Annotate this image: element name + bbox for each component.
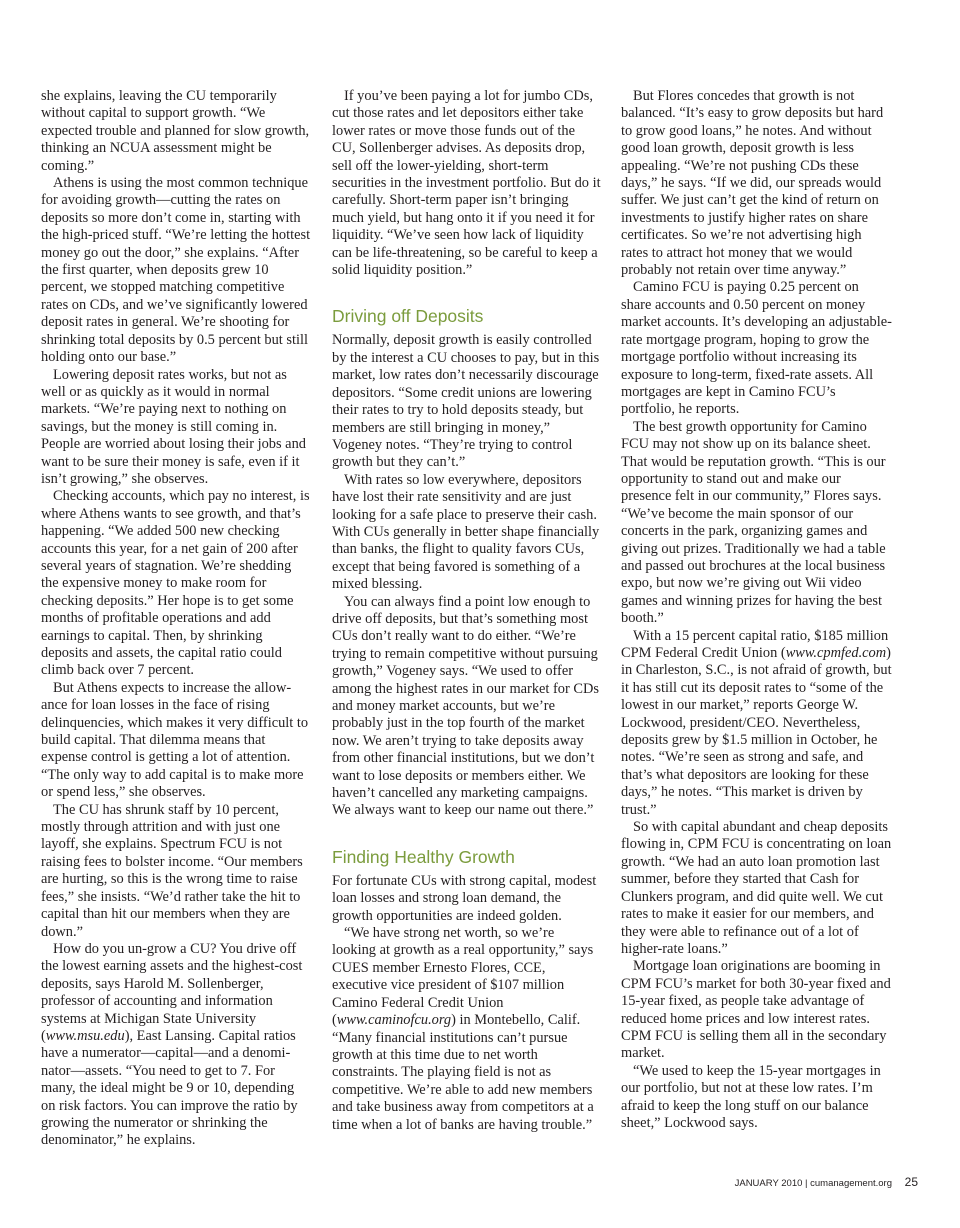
- paragraph-text: ), East Lansing. Capital ratios have a numerator—capital—and a denominator—assets. “You need to get to 7. For many, the ideal might be 9 or 10, depending on risk factors. You can improve the ratio by growing the numerator or shrinking the denominator,” he explains.: [41, 1027, 298, 1149]
- page-footer: [600, 1175, 918, 1189]
- paragraph: Normally, deposit growth is easily controlled by the interest a CU chooses to pay, but in this market, low rates don’t necessarily discourage depositors. “Some credit unions are lowering their rates to try to hold deposits steady, but members are still bringing in money,” Vogeney notes. “They’re trying to control growth but they can’t.”: [332, 332, 600, 471]
- paragraph-text: ) in Montebello, Calif. “Many financial institutions can’t pursue growth at this time due to net worth constraints. The playing field is not as competitive. We’re able to add new members and take business away from competitors at a time when a lot of banks are having trouble.”: [332, 1012, 594, 1133]
- article-column-3: [621, 88, 892, 1132]
- paragraph: But Athens expects to increase the allowance for loan losses in the face of rising delinquencies, which makes it very difficult to build capital. That dilemma means that expense control is getting a lot of attention. “The only way to add capital is to make more or spend less,” she observes.: [41, 679, 309, 801]
- paragraph: Lowering deposit rates works, but not as well or as quickly as it would in normal markets. “We’re paying next to nothing on savings, but the money is still coming in. People are worried about losing their jobs and want to be sure their money is safe, even if it isn’t growing,” she observes.: [41, 366, 306, 487]
- url-text: www.msu.edu: [45, 1027, 125, 1044]
- paragraph: Checking accounts, which pay no interest, is where Athens wants to see growth, and that’s happening. “We added 500 new checking accounts this year, for a net gain of 200 after several years of stagnation. We’re shedding the expensive money to make room for checking deposits.” Her hope is to get some months of profitable operations and add earnings to capital. Then, by shrinking deposits and assets, the capital ratio could climb back over 7 percent.: [41, 488, 310, 679]
- paragraph: With rates so low everywhere, depositors have lost their rate sensitivity and are just looking for a safe place to preserve their cash. With CUs generally in better shape financially than banks, the flight to quality favors CUs, except that being favored is something of a mixed blessing.: [332, 471, 600, 593]
- article-column-2: [332, 88, 601, 1134]
- paragraph: Mortgage loan originations are booming in CPM FCU’s market for both 30-year fixed and 15-year fixed, as people take advantage of reduced home prices and low interest rates. CPM FCU is selling them all in the secondary market.: [621, 958, 891, 1062]
- paragraph: she explains, leaving the CU temporarily without capital to support growth. “We expected trouble and planned for slow growth, thinking an NCUA assessment might be coming.”: [41, 88, 310, 174]
- paragraph: If you’ve been paying a lot for jumbo CDs, cut those rates and let depositors either take lower rates or move those funds out of the CU, Sollenberger advises. As deposits drop, sell off the lower-yielding, short-term securities in the investment portfolio. But do it carefully. Short-term paper isn’t bringing much yield, but hang onto it if you need it for liquidity. “We’ve seen how lack of liquidity can be life-threatening, so be careful to keep a solid liquidity position.”: [332, 88, 601, 279]
- section-heading: Driving off Deposits: [332, 306, 484, 327]
- footer-separator: |: [805, 1178, 808, 1189]
- paragraph: [332, 925, 601, 1134]
- url-text: www.cpmfed.com: [785, 645, 887, 661]
- paragraph-text: “We have strong net worth, so we’re looking at growth as a real opportunity,” says CUES member Ernesto Flores, CCE, executive vice president of $107 million Camino Federal Credit Union (: [332, 925, 594, 1029]
- paragraph: But Flores concedes that growth is not balanced. “It’s easy to grow deposits but hard to grow good loans,” he notes. And without good loan growth, deposit growth is less appealing. “We’re not pushing CDs these days,” he says. “If we did, our spreads would suffer. We just can’t get the kind of return on investments to justify higher rates on share certificates. So we’re not advertising high rates to attract hot money that we would probably not retain over time anyway.”: [621, 88, 884, 279]
- page-number: 25: [904, 1175, 918, 1189]
- paragraph: Camino FCU is paying 0.25 percent on share accounts and 0.50 percent on money market accounts. It’s developing an adjustable-rate mortgage program, hoping to grow the mortgage portfolio without increasing its exposure to long-term, fixed-rate assets. All mortgages are kept in Camino FCU’s portfolio, he reports.: [621, 279, 892, 418]
- paragraph: “We used to keep the 15-year mortgages in our portfolio, but not at these low rates. I’m afraid to keep the long stuff on our balance sheet,” Lockwood says.: [621, 1062, 881, 1131]
- paragraph: So with capital abundant and cheap deposits flowing in, CPM FCU is concentrating on loan growth. “We had an auto loan promotion last summer, before they started that Cash for Clunkers program, and did quite well. We cut rates to make it easier for our members, and they were able to refinance out of a lot of higher-rate loans.”: [621, 819, 892, 957]
- paragraph: [621, 628, 892, 819]
- paragraph: [41, 941, 312, 1150]
- paragraph: For fortunate CUs with strong capital, modest loan losses and strong loan demand, the growth opportunities are indeed golden.: [332, 872, 597, 924]
- url-text: www.caminofcu.org: [336, 1012, 452, 1029]
- paragraph-text: How do you un-grow a CU? You drive off the lowest earning assets and the highest-cost deposits, says Harold M. Sollenberger, professor of accounting and information systems at Michigan State University (: [41, 940, 303, 1044]
- section-heading: Finding Healthy Growth: [332, 846, 515, 867]
- footer-issue-date: JANUARY 2010: [734, 1178, 803, 1189]
- paragraph: Athens is using the most common technique for avoiding growth—cutting the rates on deposits so more don’t come in, starting with the high-priced stuff. “We’re letting the hottest money go out the door,” she explains. “After the first quarter, when deposits grew 10 percent, we stopped matching competitive rates on CDs, and we’ve significantly lowered deposit rates in general. We’re shooting for shrinking total deposits by 0.5 percent but still holding onto our base.”: [41, 175, 311, 366]
- article-column-1: [41, 88, 312, 1150]
- paragraph: You can always find a point low enough to drive off deposits, but that’s something most CUs don’t really want to do either. “We’re trying to remain competitive without pursuing growth,” Vogeney says. “We used to offer among the highest rates in our market for CDs and money market accounts, but we’re probably just in the top fourth of the market now. We aren’t trying to take deposits away from other financial institutions, but we don’t want to lose deposits or members either. We haven’t cancelled any marketing campaigns. We always want to keep our name out there.”: [332, 593, 599, 819]
- footer-site: cumanagement.org: [810, 1178, 892, 1189]
- paragraph: The best growth opportunity for Camino FCU may not show up on its balance sheet. That would be reputation growth. “This is our opportunity to stand out and make our presence felt in our community,” Flores says. “We’ve become the main sponsor of our concerts in the park, organizing games and giving out prizes. Traditionally we had a table and passed out brochures at the local business expo, but now we’re giving out Wii video games and winning prizes for having the best booth.”: [621, 418, 886, 627]
- paragraph: The CU has shrunk staff by 10 percent, mostly through attrition and with just one layoff, she explains. Spectrum FCU is not raising fees to bolster income. “Our members are hurting, so this is the wrong time to raise fees,” she insists. “We’d rather take the hit to capital than hit our members when they are down.”: [41, 801, 303, 940]
- paragraph-text: ) in Charleston, S.C., is not afraid of growth, but it has still cut its deposit rates to “some of the lowest in our market,” reports George W. Lockwood, president/CEO. Nevertheless, deposits grew by $1.5 million in October, he notes. “We’re seen as strong and safe, and that’s what depositors are looking for these days,” he notes. “This market is driven by trust.”: [621, 645, 892, 818]
- paragraph-text: With a 15 percent capital ratio, $185 million CPM Federal Credit Union (: [621, 627, 889, 661]
